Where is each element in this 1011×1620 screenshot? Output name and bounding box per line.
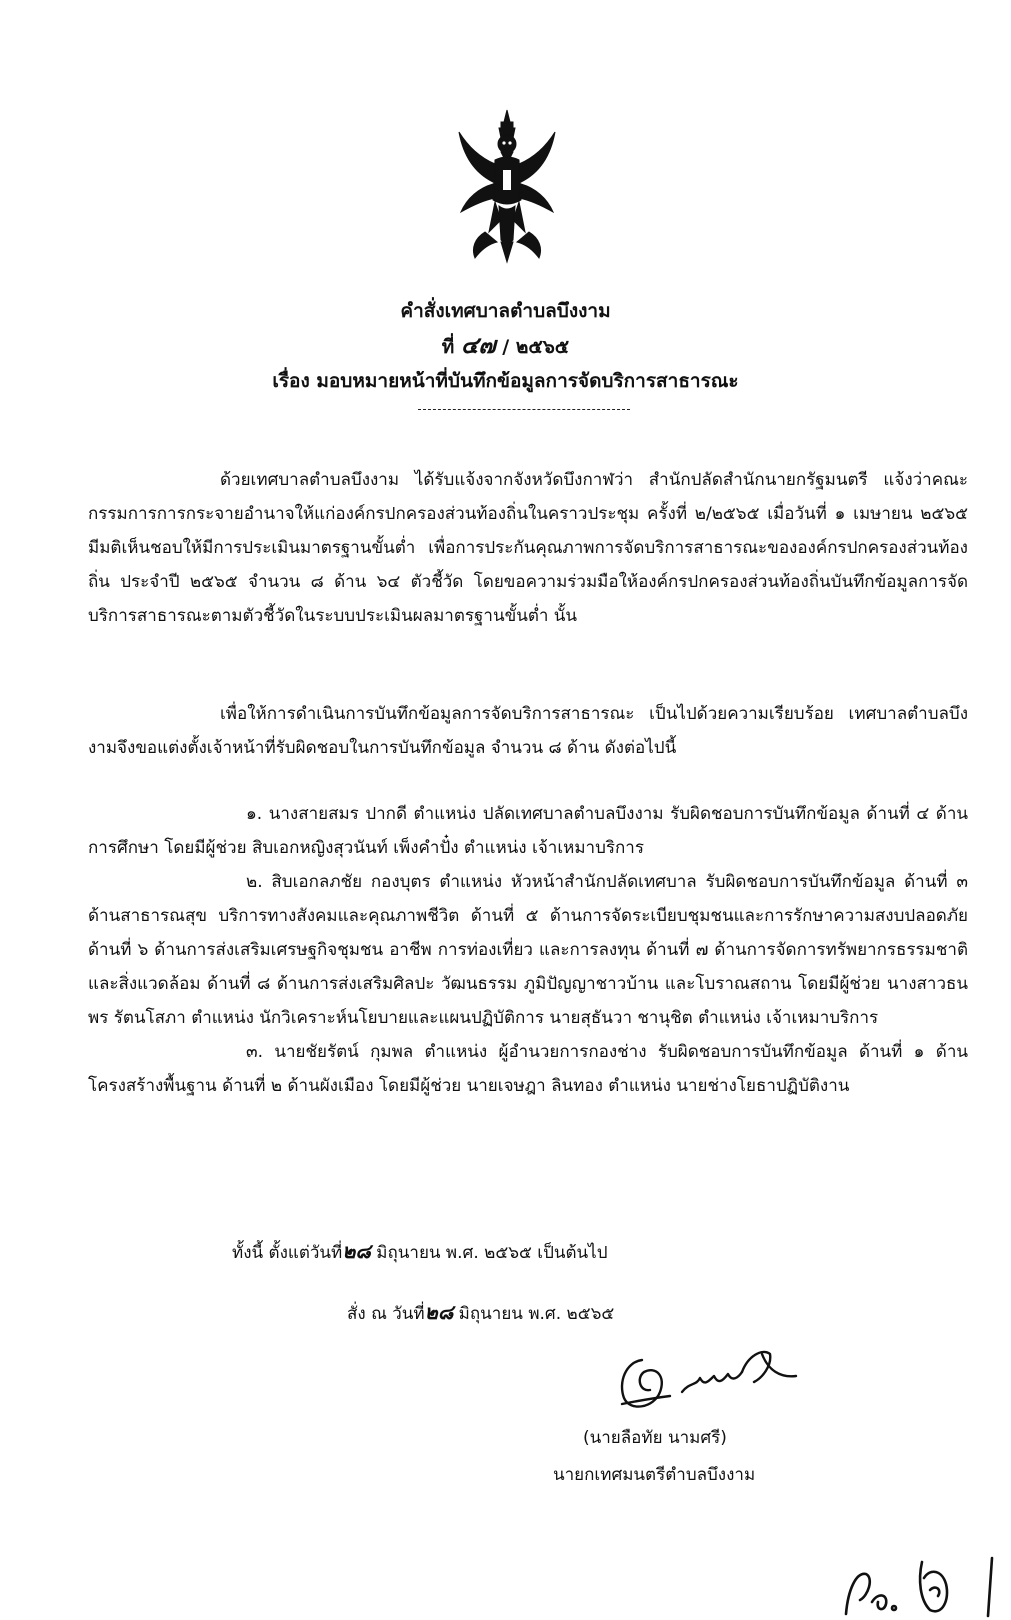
- ordered-date-prefix: สั่ง ณ วันที่: [347, 1304, 425, 1324]
- body-paragraph-1: ด้วยเทศบาลตำบลบึงงาม ได้รับแจ้งจากจังหวัดบึงกาฬว่า สำนักปลัดสำนักนายกรัฐมนตรี แจ้งว่าคณะกรรมการการกระจายอำนาจให้แก่องค์กรปกครองส่วนท้องถิ่นในคราวประชุม ครั้งที่ ๒/๒๕๖๕ เมื่อวันที่ ๑ เมษายน ๒๕๖๕ มีมติเห็นชอบให้มีการประเมินมาตรฐานขั้นต่ำ เพื่อการประกันคุณภาพการจัดบริการสาธารณะขององค์กรปกครองส่วนท้องถิ่น ประจำปี ๒๕๖๕ จำนวน ๘ ด้าน ๖๔ ตัวชี้วัด โดยขอความร่วมมือให้องค์กรปกครองส่วนท้องถิ่นบันทึกข้อมูลการจัดบริการสาธารณะตามตัวชี้วัดในระบบประเมินผลมาตรฐานขั้นต่ำ นั้น: [88, 470, 968, 626]
- signatory-position: นายกเทศมนตรีตำบลบึงงาม: [553, 1465, 756, 1485]
- ordered-day-handwritten: ๒๘: [424, 1300, 454, 1324]
- garuda-emblem-icon: [455, 108, 559, 264]
- assignment-item-1: ๑. นางสายสมร ปากดี ตำแหน่ง ปลัดเทศบาลตำบลบึงงาม รับผิดชอบการบันทึกข้อมูล ด้านที่ ๔ ด้านการศึกษา โดยมีผู้ช่วย สิบเอกหญิงสุวนันท์ เพ็งคำปั๋ง ตำแหน่ง เจ้าเหมาบริการ: [88, 804, 968, 858]
- order-subject: เรื่อง มอบหมายหน้าที่บันทึกข้อมูลการจัดบริการสาธารณะ: [272, 370, 739, 392]
- signatory-name: (นายลือทัย นามศรี): [583, 1428, 727, 1448]
- body-paragraph-2: เพื่อให้การดำเนินการบันทึกข้อมูลการจัดบริการสาธารณะ เป็นไปด้วยความเรียบร้อย เทศบาลตำบลบึงงามจึงขอแต่งตั้งเจ้าหน้าที่รับผิดชอบในการบันทึกข้อมูล จำนวน ๘ ด้าน ดังต่อไปนี้: [88, 704, 968, 758]
- signature-icon: [612, 1342, 812, 1414]
- effective-date: [232, 1235, 608, 1267]
- order-title: คำสั่งเทศบาลตำบลบึงงาม: [400, 300, 611, 322]
- effective-day-handwritten: ๒๘: [342, 1239, 371, 1263]
- handwritten-initials-icon: [838, 1550, 1008, 1620]
- order-number-prefix: ที่: [441, 336, 455, 358]
- title-divider: [418, 409, 630, 410]
- order-number-year: / ๒๕๖๕: [502, 336, 570, 358]
- assignment-list: [88, 797, 968, 1103]
- assignment-item-3: ๓. นายชัยรัตน์ กุมพล ตำแหน่ง ผู้อำนวยการกองช่าง รับผิดชอบการบันทึกข้อมูล ด้านที่ ๑ ด้านโครงสร้างพื้นฐาน ด้านที่ ๒ ด้านผังเมือง โดยมีผู้ช่วย นายเจษฎา ลินทอง ตำแหน่ง นายช่างโยธาปฏิบัติงาน: [88, 1042, 968, 1096]
- effective-date-prefix: ทั้งนี้ ตั้งแต่วันที่: [232, 1243, 343, 1263]
- order-number-handwritten: ๔๗: [460, 332, 496, 359]
- assignment-item-2: ๒. สิบเอกลภชัย กองบุตร ตำแหน่ง หัวหน้าสำนักปลัดเทศบาล รับผิดชอบการบันทึกข้อมูล ด้านที่ ๓ ด้านสาธารณสุข บริการทางสังคมและคุณภาพชีวิต ด้านที่ ๕ ด้านการจัดระเบียบชุมชนและการรักษาความสงบปลอดภัย ด้านที่ ๖ ด้านการส่งเสริมเศรษฐกิจชุมชน อาชีพ การท่องเที่ยว และการลงทุน ด้านที่ ๗ ด้านการจัดการทรัพยากรธรรมชาติและสิ่งแวดล้อม ด้านที่ ๘ ด้านการส่งเสริมศิลปะ วัฒนธรรม ภูมิปัญญาชาวบ้าน และโบราณสถาน โดยมีผู้ช่วย นางสาวธนพร รัตนโสภา ตำแหน่ง นักวิเคราะห์นโยบายและแผนปฏิบัติการ นายสุธันวา ชานุชิต ตำแหน่ง เจ้าเหมาบริการ: [88, 872, 968, 1028]
- ordered-date-suffix: มิถุนายน พ.ศ. ๒๕๖๕: [453, 1304, 615, 1324]
- effective-date-suffix: มิถุนายน พ.ศ. ๒๕๖๕ เป็นต้นไป: [370, 1243, 608, 1263]
- order-number: [0, 328, 1011, 364]
- ordered-date: [347, 1296, 614, 1328]
